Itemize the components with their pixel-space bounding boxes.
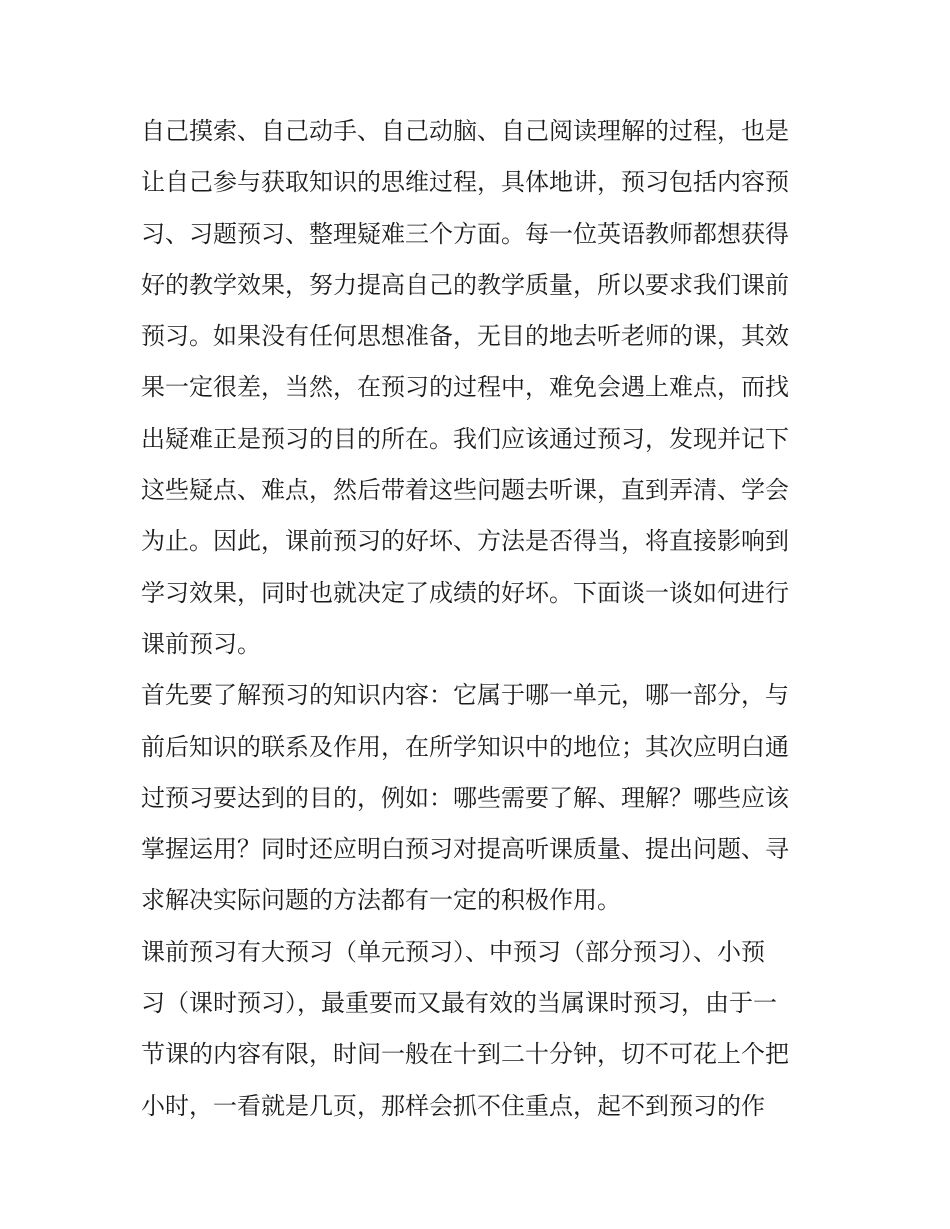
text-line: 掌握运用？同时还应明白预习对提高听课质量、提出问题、寻 — [141, 835, 789, 864]
text-line: 课前预习。 — [141, 629, 261, 658]
text-line: 为止。因此，课前预习的好坏、方法是否得当，将直接影响到 — [141, 527, 789, 556]
text-line: 首先要了解预习的知识内容：它属于哪一单元，哪一部分，与 — [141, 681, 789, 710]
body-text — [141, 106, 821, 1132]
text-line: 出疑难正是预习的目的所在。我们应该通过预习，发现并记下 — [141, 424, 789, 453]
text-line: 让自己参与获取知识的思维过程，具体地讲，预习包括内容预 — [141, 168, 789, 197]
text-line: 小时，一看就是几页，那样会抓不住重点，起不到预习的作 — [141, 1091, 765, 1120]
text-line: 预习。如果没有任何思想准备，无目的地去听老师的课，其效 — [141, 322, 789, 351]
text-line: 前后知识的联系及作用，在所学知识中的地位；其次应明白通 — [141, 732, 789, 761]
text-line: 习、习题预习、整理疑难三个方面。每一位英语教师都想获得 — [141, 219, 789, 248]
text-line: 好的教学效果，努力提高自己的教学质量，所以要求我们课前 — [141, 270, 789, 299]
text-line: 求解决实际问题的方法都有一定的积极作用。 — [141, 886, 621, 915]
text-line: 课前预习有大预习（单元预习）、中预习（部分预习）、小预 — [141, 937, 765, 966]
text-line: 自己摸索、自己动手、自己动脑、自己阅读理解的过程，也是 — [141, 117, 789, 145]
text-line: 过预习要达到的目的，例如：哪些需要了解、理解？哪些应该 — [141, 783, 789, 812]
text-line: 学习效果，同时也就决定了成绩的好坏。下面谈一谈如何进行 — [141, 578, 789, 607]
text-line: 果一定很差，当然，在预习的过程中，难免会遇上难点，而找 — [141, 373, 789, 402]
text-line: 节课的内容有限，时间一般在十到二十分钟，切不可花上个把 — [141, 1040, 789, 1069]
text-line: 习（课时预习），最重要而又最有效的当属课时预习，由于一 — [141, 989, 777, 1018]
text-line: 这些疑点、难点，然后带着这些问题去听课，直到弄清、学会 — [141, 476, 789, 505]
